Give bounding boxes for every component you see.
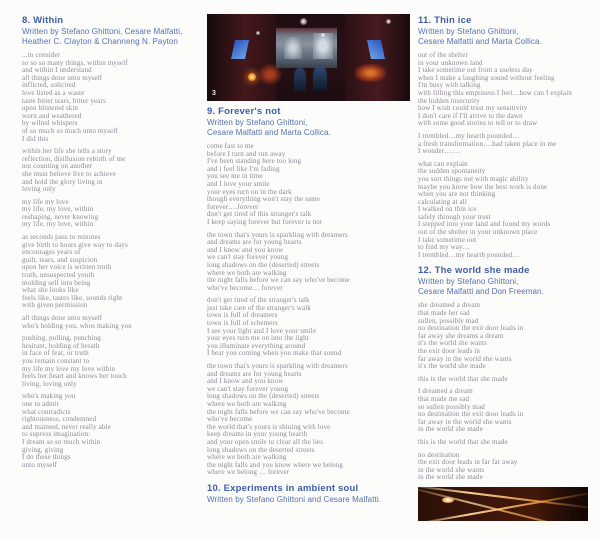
- track-title: 12. The world she made: [418, 265, 530, 277]
- lyric-line: my life, my love, within: [22, 205, 94, 214]
- lyric-line: all things done unto myself: [22, 314, 103, 322]
- lyric-line: by wilted whispers: [22, 119, 78, 128]
- track-credits: [418, 27, 592, 46]
- stanza: [418, 161, 592, 260]
- lyric-line: the night falls and you know where we belong: [207, 460, 344, 469]
- lyric-line: and within I understand: [22, 66, 92, 75]
- lyric-line: that made her sad: [418, 309, 470, 318]
- lyric-line: and I know and you know: [207, 245, 284, 254]
- lyric-line: far away in the world she wants: [418, 417, 512, 426]
- stanza: [418, 302, 592, 370]
- lyric-line: no destination the exit door leads in: [418, 324, 524, 333]
- credit-line: Cesare Malfatti and Don Freeman.: [418, 286, 544, 296]
- lyric-line: don't get tired of this stranger's talk: [207, 210, 312, 219]
- stanza: [22, 335, 204, 388]
- lyric-line: and dreams are for young hearts: [207, 369, 302, 378]
- lyric-line: worn and weathered: [22, 111, 82, 120]
- lyric-line: it's the world she made: [418, 362, 486, 371]
- lyric-line: she dreamed a dream: [418, 301, 481, 310]
- lyric-line: this is the world that she made: [418, 374, 508, 383]
- lyric-line: this is the world that she made: [418, 437, 508, 446]
- stanza: [22, 52, 204, 143]
- lyric-line: who's holding you, whos making you: [22, 321, 132, 330]
- stanza: [22, 234, 204, 310]
- lyric-line: truth, unsuspected youth: [22, 271, 95, 280]
- lyric-line: I see your light and I love your smile: [207, 326, 317, 335]
- lyric-line: we can't stay forever young: [207, 384, 289, 393]
- lyric-line: in the world she made: [418, 473, 483, 482]
- lyric-line: reflection, disillusion rebirth of me: [22, 154, 126, 163]
- lyric-line: pushing, pulling, punching: [22, 334, 101, 343]
- credit-line: Written by Stefano Ghittoni,: [418, 27, 519, 36]
- lyric-line: calculating at all: [418, 197, 467, 206]
- lyric-line: giving, giving: [22, 445, 64, 454]
- lyric-line: rightousness, condemned: [22, 415, 97, 424]
- stanza: [207, 363, 411, 477]
- stanza: [22, 148, 204, 194]
- lyric-line: I stepped into your land and found my words: [418, 220, 551, 229]
- lyric-line: I dream so so much within: [22, 437, 101, 446]
- track-credits: [22, 27, 204, 46]
- lyric-line: town is full of schemers: [207, 319, 278, 328]
- lyric-line: to find my way…: [418, 243, 470, 252]
- lyric-line: I take sometime out: [418, 235, 477, 244]
- lyric-line: no destination: [418, 450, 460, 459]
- lyric-line: though everything won't stay the same: [207, 195, 321, 204]
- lyric-line: I take sometime out from a useless day: [418, 66, 533, 75]
- lyric-line: no destination the exit door leads in: [418, 410, 524, 419]
- lyric-line: and dreams are for young hearts: [207, 238, 302, 247]
- lyric-line: one to admit: [22, 399, 59, 408]
- lyric-line: my life, my love, within: [22, 220, 94, 229]
- lyric-line: with some good stories to tell or to draw: [418, 119, 538, 128]
- stanza: [207, 232, 411, 293]
- column-left: [22, 15, 204, 474]
- lyric-line: taste bitter tears, bitter years: [22, 96, 106, 105]
- lyric-line: with given permission: [22, 301, 88, 310]
- lyric-line: how I wish could trust my sensitivity: [418, 104, 528, 113]
- lyric-line: where we both are walking: [207, 268, 287, 277]
- lyric-line: give birth to hours give way to days: [22, 240, 128, 249]
- stanza: [418, 452, 592, 482]
- lyric-line: hesitant, holding of breath: [22, 341, 100, 350]
- lyric-line: who's making you: [22, 392, 76, 401]
- performer-silhouette: [313, 66, 327, 90]
- lyric-line: loving only: [22, 185, 56, 194]
- lyric-line: before I turn and run away: [207, 149, 286, 158]
- lyric-line: your eyes turn on in the dark: [207, 187, 292, 196]
- lyric-line: just take care of the stranger's walk: [207, 303, 311, 312]
- track-lyrics: [207, 143, 411, 477]
- stage-prop: [258, 64, 282, 85]
- lyric-line: town is full of dreamers: [207, 311, 278, 320]
- track-section-experiments: [207, 483, 411, 505]
- lyric-line: I dreamed a dream: [418, 387, 473, 396]
- track-title: 8. Within: [22, 15, 64, 26]
- lyric-line: don't get tired of the stranger's talk: [207, 296, 310, 305]
- track-lyrics: [22, 52, 204, 469]
- lyric-line: not counting on another: [22, 162, 93, 171]
- lyric-line: sullen, possibly mad: [418, 316, 479, 325]
- stage-concert-photo: [207, 14, 410, 101]
- lyric-line: it's the world she wants: [418, 339, 488, 348]
- light-flare: [442, 497, 454, 503]
- credit-line: Written by Stefano Ghittoni,: [207, 118, 308, 127]
- track-title: 9. Forever's not: [207, 106, 281, 117]
- lyric-line: who've become… forever: [207, 283, 283, 292]
- column-middle: [207, 14, 411, 510]
- lyric-line: when I make a laughing sound without feeling: [418, 73, 555, 82]
- lyric-line: the exit door leads in far far away: [418, 458, 518, 467]
- lyric-line: molding self into being: [22, 278, 91, 287]
- lyric-line: when you are not thinking: [418, 190, 496, 199]
- lyric-line: feels her heart and knows her touch: [22, 372, 127, 381]
- lyric-line: I do these things: [22, 453, 71, 462]
- lyric-line: out of the shelter: [418, 51, 468, 59]
- lyric-line: to supress imagination:: [22, 430, 91, 439]
- stanza: [22, 315, 204, 330]
- lyric-line: the world that's yours is shining with love: [207, 422, 331, 431]
- track-lyrics: [418, 302, 592, 481]
- stage-spotlight: [386, 19, 391, 24]
- lyric-line: I'm busy with talking: [418, 81, 481, 90]
- stage-spotlight: [300, 18, 307, 25]
- lyric-line: upon blistered skin: [22, 104, 79, 113]
- lyric-line: your eyes turn me on into the light: [207, 334, 309, 343]
- lyric-line: as seconds pass to minutes: [22, 233, 101, 242]
- lyric-line: and hold the glory living in: [22, 177, 103, 186]
- track-section-thin-ice: [418, 15, 592, 259]
- track-title: 11. Thin ice: [418, 15, 472, 26]
- lyric-line: the night falls before we can say who've become: [207, 276, 350, 285]
- lyric-line: encourages years of: [22, 248, 81, 257]
- lyric-line: what contradicts: [22, 407, 71, 416]
- lyric-line: maybe you know how the best work is done: [418, 182, 548, 191]
- lyric-line: out of the shelter in your unknown place: [418, 228, 538, 237]
- lyric-line: what she looks like: [22, 286, 79, 295]
- lyric-line: who've become: [207, 415, 253, 424]
- column-right: [418, 15, 592, 521]
- lyric-line: so so so many things, within myself: [22, 58, 128, 67]
- lyric-line: I don't care if I'll arrive to the dawn: [418, 111, 523, 120]
- lyric-line: you sort things out with magic ability: [418, 174, 529, 183]
- performer-silhouette: [294, 68, 306, 91]
- screen-figure: [284, 37, 302, 60]
- lyric-line: my life my love: [22, 197, 69, 206]
- lyric-line: long shadows on the deserted streets: [207, 445, 315, 454]
- stanza: [22, 393, 204, 469]
- track-section-world-she-made: [418, 265, 592, 481]
- lyric-line: in the world she made: [418, 425, 483, 434]
- stanza: [418, 439, 592, 447]
- red-light-trails-photo: [418, 487, 588, 521]
- lyric-line: upon her voice is written truth: [22, 263, 112, 272]
- photo-number-label: 3: [212, 90, 216, 97]
- lyric-line: far away in the world she wants: [418, 354, 512, 363]
- lyric-line: the night falls before we can say who've become: [207, 407, 350, 416]
- credit-line: Cesare Malfatti and Marta Collica.: [418, 36, 542, 46]
- lyric-line: and maimed, never really able: [22, 422, 111, 431]
- lyric-line: my life my love my love within: [22, 364, 116, 373]
- lyric-line: reshaping, never knowing: [22, 212, 99, 221]
- lyric-line: she must believe live to achieve: [22, 169, 117, 178]
- lyric-line: the sudden spontaneity: [418, 167, 486, 176]
- stanza: [22, 199, 204, 229]
- lyric-line: inflicted, solicited: [22, 81, 76, 90]
- lyric-line: I walked on thin ice: [418, 205, 477, 214]
- lyric-line: that made me sad: [418, 394, 470, 403]
- lyric-line: the exit door leads in: [418, 347, 481, 355]
- lyric-line: I wonder…….: [418, 147, 461, 156]
- lyric-line: far away she dreams a dream: [418, 331, 504, 340]
- credit-line: Heather C. Clayton & Channeng N. Payton: [22, 36, 178, 46]
- lyric-line: where we both are walking: [207, 453, 287, 462]
- stanza: [418, 388, 592, 434]
- stanza: [207, 297, 411, 358]
- stanza: [418, 52, 592, 128]
- stage-spotlight: [321, 33, 325, 37]
- lyric-line: come fast to me: [207, 142, 254, 150]
- lyric-line: ...to consider: [22, 51, 61, 59]
- lyric-line: the town that's yours is sparkling with dreamers: [207, 362, 348, 371]
- credit-line: Cesare Malfatti and Marta Collica.: [207, 127, 331, 137]
- lyric-line: forever….forever: [207, 202, 259, 211]
- lyric-line: I trembled…my hearth pounded…: [418, 250, 520, 259]
- lyric-line: a fresh transformation….had taken place in me: [418, 139, 557, 148]
- lyric-line: the hidden insecurity: [418, 96, 480, 105]
- lyric-line: we can't stay forever young: [207, 253, 289, 262]
- stanza: [207, 143, 411, 227]
- credit-line: Written by Stefano Ghittoni and Cesare Malfatti.: [207, 494, 382, 504]
- lyric-line: and I love your smile: [207, 179, 270, 188]
- photo-shadow: [537, 487, 588, 521]
- lyric-line: where we both are walking: [207, 400, 287, 408]
- stanza: [418, 133, 592, 156]
- track-title: 10. Experiments in ambient soul: [207, 482, 359, 494]
- track-section-forevers-not: [207, 106, 411, 477]
- stage-prop: [355, 64, 385, 81]
- orange-lamp: [248, 73, 256, 81]
- lyric-line: I keep saying forever but forever is not: [207, 217, 323, 226]
- lyric-line: living, loving only: [22, 379, 77, 388]
- track-credits: [207, 118, 411, 137]
- lyric-line: the town that's yours is sparkling with dreamers: [207, 230, 348, 239]
- lyric-line: guilt, tears, and suspicion: [22, 255, 98, 264]
- lyric-line: you remain constant to: [22, 356, 90, 365]
- lyric-line: with filling this emptiness I feel…how can I explain: [418, 88, 572, 97]
- lyric-line: I trembled…my hearth pounded…: [418, 131, 520, 140]
- lyric-line: I did this: [22, 134, 49, 143]
- lyric-line: unto myself: [22, 460, 57, 469]
- track-credits: [207, 495, 411, 505]
- lyric-line: in your unknown land: [418, 58, 483, 67]
- lyric-line: of so much so much unto myself: [22, 126, 118, 135]
- lyric-line: you see me in time: [207, 172, 263, 181]
- lyric-line: I've been standing here too long: [207, 157, 302, 166]
- lyric-line: long shadows on the (deserted) streets: [207, 260, 320, 269]
- credit-line: Written by Stefano Ghittoni, Cesare Malfatti,: [22, 27, 183, 36]
- track-credits: [418, 277, 592, 296]
- track-section-within: [22, 15, 204, 469]
- track-lyrics: [418, 52, 592, 259]
- lyric-line: I hear you coming when you make that sound: [207, 349, 342, 358]
- lyric-line: you illuminate everything around: [207, 341, 306, 350]
- lyric-line: what can explain: [418, 159, 468, 168]
- lyric-line: in the world she wants: [418, 465, 485, 474]
- screen-figure: [313, 33, 333, 59]
- stanza: [418, 376, 592, 384]
- lyric-line: within her life she tells a story: [22, 147, 112, 156]
- lyric-line: long shadows on the (deserted) streets: [207, 392, 320, 401]
- lyric-line: in face of fear, or truth: [22, 349, 89, 358]
- credit-line: Written by Stefano Ghittoni,: [418, 277, 519, 287]
- lyric-line: keep dreams in your young hearth: [207, 430, 308, 439]
- lyric-line: where we belong … forever: [207, 468, 290, 477]
- lyric-line: safely through your trust: [418, 212, 491, 221]
- lyric-line: so sullen possibly mad: [418, 402, 485, 411]
- lyric-line: all things done unto myself: [22, 73, 103, 82]
- lyric-line: feels like, tastes like, sounds right: [22, 293, 123, 302]
- lyric-line: and i feel like I'm fading: [207, 164, 280, 173]
- lyric-line: love listed as a waste: [22, 88, 85, 97]
- lyric-line: and I know and you know: [207, 377, 284, 386]
- lyric-line: and your open smile to clear all the lies: [207, 437, 324, 446]
